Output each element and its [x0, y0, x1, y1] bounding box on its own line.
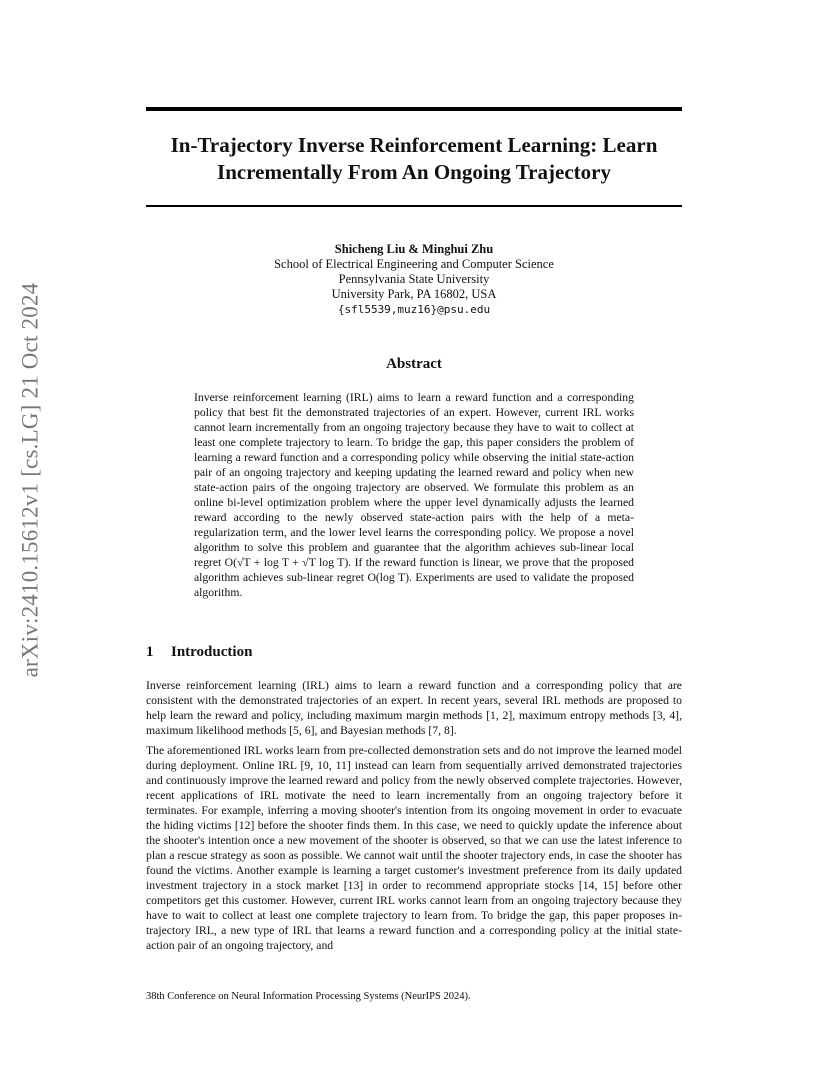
- title-top-rule: [146, 107, 682, 111]
- affiliation-school: School of Electrical Engineering and Computer Science: [274, 257, 554, 271]
- title-bottom-rule: [146, 205, 682, 207]
- author-block: [200, 242, 628, 317]
- intro-paragraph: The aforementioned IRL works learn from pre-collected demonstration sets and do not improve the learned model during deployment. Online IRL [9, 10, 11] instead can learn from sequentially arrived demonstrated trajectories and continuously improve the learned reward and policy from the newly observed complete trajectories. However, recent applications of IRL motivate the need to learn incrementally from an ongoing trajectory before it terminates. For example, inferring a moving shooter's intention from its ongoing movement in order to evacuate the hiding victims [12] before the shooter finds them. In this case, we need to quickly update the inference about the shooter's intention once a new movement of the shooter is observed, so that we can use the latest inference to plan a rescue strategy as soon as possible. We cannot wait until the shooter trajectory ends, in case the shooter has found the victims. Another example is learning a target customer's investment preference from its daily updated investment trajectory in a stock market [13] in order to recommend appropriate stocks [14, 15] before other competitors get this customer. However, current IRL works cannot learn from an ongoing trajectory because they have to wait to collect at least one complete trajectory to learn from. To bridge the gap, this paper proposes in-trajectory IRL, a new type of IRL that learns a reward function and a corresponding policy at the initial state-action pair of an ongoing trajectory, and: [146, 744, 682, 952]
- abstract-heading: Abstract: [386, 356, 442, 372]
- section-heading: [146, 644, 682, 661]
- section-number: 1: [146, 644, 154, 660]
- arxiv-id-text: arXiv:2410.15612v1 [cs.LG] 21 Oct 2024: [17, 282, 43, 678]
- affiliation-university: Pennsylvania State University: [338, 272, 490, 286]
- section-title: Introduction: [171, 644, 253, 660]
- author-names: Shicheng Liu & Minghui Zhu: [334, 242, 494, 256]
- conference-footer: 38th Conference on Neural Information Processing Systems (NeurIPS 2024).: [146, 991, 471, 1002]
- abstract-text: Inverse reinforcement learning (IRL) aims to learn a reward function and a corresponding policy that best fit the demonstrated trajectories of an expert. However, current IRL works cannot learn incrementally from an ongoing trajectory because they have to wait to collect at least one complete trajectory to learn. To bridge the gap, this paper considers the problem of learning a reward function and a corresponding policy while observing the initial state-action pair of an ongoing trajectory and keeping updating the learned reward and policy when new state-action pairs of the ongoing trajectory are observed. We formulate this problem as an online bi-level optimization problem where the upper level dynamically adjusts the learned reward according to the newly observed state-action pairs with the help of a meta-regularization term, and the lower level learns the corresponding policy. We propose a novel algorithm to solve this problem and guarantee that the algorithm achieves sub-linear local regret O(√T + log T + √T log T). If the reward function is linear, we prove that the proposed algorithm achieves sub-linear regret O(log T). Experiments are used to validate the proposed algorithm.: [194, 391, 634, 599]
- paper-title: In-Trajectory Inverse Reinforcement Learning: Learn Incrementally From An Ongoing Trajectory: [170, 133, 658, 184]
- arxiv-side-identifier: [10, 282, 50, 678]
- intro-paragraph: Inverse reinforcement learning (IRL) aims to learn a reward function and a corresponding policy that are consistent with the demonstrated trajectories of an expert. In recent years, several IRL methods are proposed to help learn the reward and policy, including maximum margin methods [1, 2], maximum entropy methods [3, 4], maximum likelihood methods [5, 6], and Bayesian methods [7, 8].: [146, 679, 682, 737]
- affiliation-address: University Park, PA 16802, USA: [331, 287, 497, 301]
- author-email: {sfl5539,muz16}@psu.edu: [337, 303, 491, 316]
